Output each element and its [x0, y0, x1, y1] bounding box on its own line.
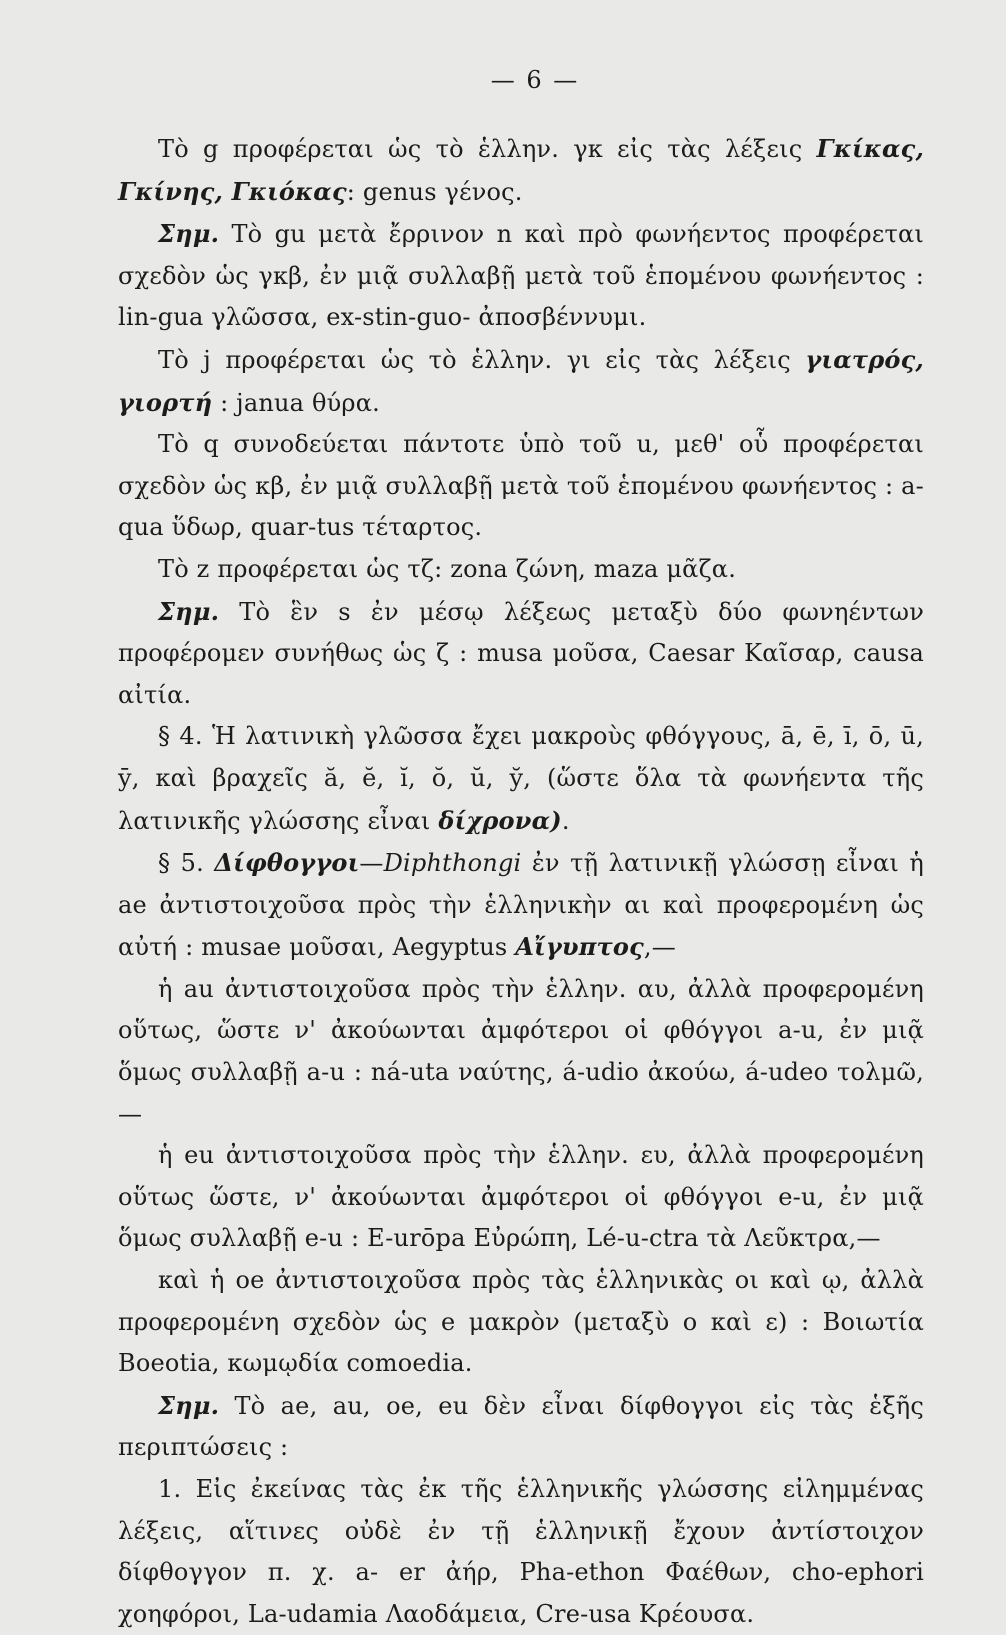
paragraph-j: Τὸ j προφέρεται ὡς τὸ ἑλλην. γι εἰς τὰς λέξεις γιατρός, γιορτή : janua θύρα. — [118, 344, 924, 417]
emphasis: δίχρονα) — [438, 805, 562, 835]
section-heading: Δίφθογγοι — [214, 848, 360, 878]
page-number: — 6 — — [490, 66, 580, 94]
section-5: § 5. Δίφθογγοι—Diphthongi ἐν τῇ λατινικῇ γλώσσῃ εἶναι ἡ ae ἀντιστοιχοῦσα πρὸς τὴν ἑλληνικὴν αι καὶ προφερομένη ὡς αὐτή : musae μοῦσαι, Aegyptus Αἴγυπτος,— — [118, 848, 924, 962]
paragraph-eu: ἡ eu ἀντιστοιχοῦσα πρὸς τὴν ἑλλην. ευ, ἀλλὰ προφερομένη οὕτως ὥστε, ν' ἀκούωνται ἀμφότεροι οἱ φθόγγοι e-u, ἐν μιᾷ ὅμως συλλαβῇ e-u : E-urōpa Εὐρώπη, Lé-u-ctra τὰ Λεῦκτρα,— — [118, 1141, 924, 1253]
paragraph-oe: καὶ ἡ oe ἀντιστοιχοῦσα πρὸς τὰς ἑλληνικὰς οι καὶ ῳ, ἀλλὰ προφερομένη σχεδὸν ὡς e μακρὸν (μεταξὺ ο καὶ ε) : Βοιωτία Boeotia, κωμῳδία comoedia. — [118, 1266, 924, 1378]
section-4: § 4. Ἡ λατινικὴ γλῶσσα ἔχει μακροὺς φθόγγους, ā, ē, ī, ō, ū, ȳ, καὶ βραχεῖς ă, ĕ, ĭ, ŏ, ŭ, y̆, (ὥστε ὅλα τὰ φωνήεντα τῆς λατινικῆς γλώσσης εἶναι δίχρονα). — [118, 722, 924, 835]
note-label: Σημ. — [158, 219, 220, 249]
paragraph-exception-1: 1. Εἰς ἐκείνας τὰς ἐκ τῆς ἑλληνικῆς γλώσσης εἰλημμένας λέξεις, αἵτινες οὐδὲ ἐν τῇ ἑλληνικῇ ἔχουν ἀντίστοιχον δίφθογγον π. χ. a- er ἀήρ, Pha-ethon Φαέθων, cho-ephori χοηφόροι, La-udamia Λαοδάμεια, Cre-usa Κρέουσα. — [118, 1475, 924, 1628]
paragraph-g: Τὸ g προφέρεται ὡς τὸ ἑλλην. γκ εἰς τὰς λέξεις Γκίκας, Γκίνης, Γκιόκας: genus γένος. — [118, 134, 924, 206]
paragraph-z: Τὸ z προφέρεται ὡς τζ: zona ζώνη, maza μᾶζα. — [158, 554, 737, 583]
emphasis: Αἴγυπτος — [515, 932, 644, 962]
note-s: Σημ. Τὸ ἓν s ἐν μέσῳ λέξεως μεταξὺ δύο φωνηέντων προφέρομεν συνήθως ὡς ζ : musa μοῦσα, Caesar Καῖσαρ, causa αἰτία. — [118, 596, 924, 709]
paragraph-q: Τὸ q συνοδεύεται πάντοτε ὑπὸ τοῦ u, μεθ' οὗ προφέρεται σχεδὸν ὡς κβ, ἐν μιᾷ συλλαβῇ μετὰ τοῦ ἑπομένου φωνήεντος : a-qua ὕδωρ, quar-tus τέταρτος. — [118, 430, 924, 542]
note-label: Σημ. — [158, 596, 220, 626]
note-diphthongs: Σημ. Τὸ ae, au, oe, eu δὲν εἶναι δίφθογγοι εἰς τὰς ἑξῆς περιπτώσεις : — [118, 1390, 924, 1462]
paragraph-au: ἡ au ἀντιστοιχοῦσα πρὸς τὴν ἑλλην. αυ, ἀλλὰ προφερομένη οὕτως, ὥστε ν' ἀκούωνται ἀμφότεροι οἱ φθόγγοι a-u, ἐν μιᾷ ὅμως συλλαβῇ a-u : ná-uta ναύτης, á-udio ἀκούω, á-udeo τολμῶ,— — [118, 974, 924, 1128]
note-gu: Σημ. Τὸ gu μετὰ ἔρρινον n καὶ πρὸ φωνήεντος προφέρεται σχεδὸν ὡς γκβ, ἐν μιᾷ συλλαβῇ μετὰ τοῦ ἑπομένου φωνήεντος : lin-gua γλῶσσα, ex-stin-guo- ἀποσβέννυμι. — [118, 219, 924, 332]
section-heading-latin: Diphthongi — [383, 849, 522, 878]
example-words: Γκίκας, Γκίνης, Γκιόκας — [118, 134, 924, 206]
example-words: γιατρός, γιορτή — [118, 344, 924, 417]
note-label: Σημ. — [158, 1390, 220, 1420]
